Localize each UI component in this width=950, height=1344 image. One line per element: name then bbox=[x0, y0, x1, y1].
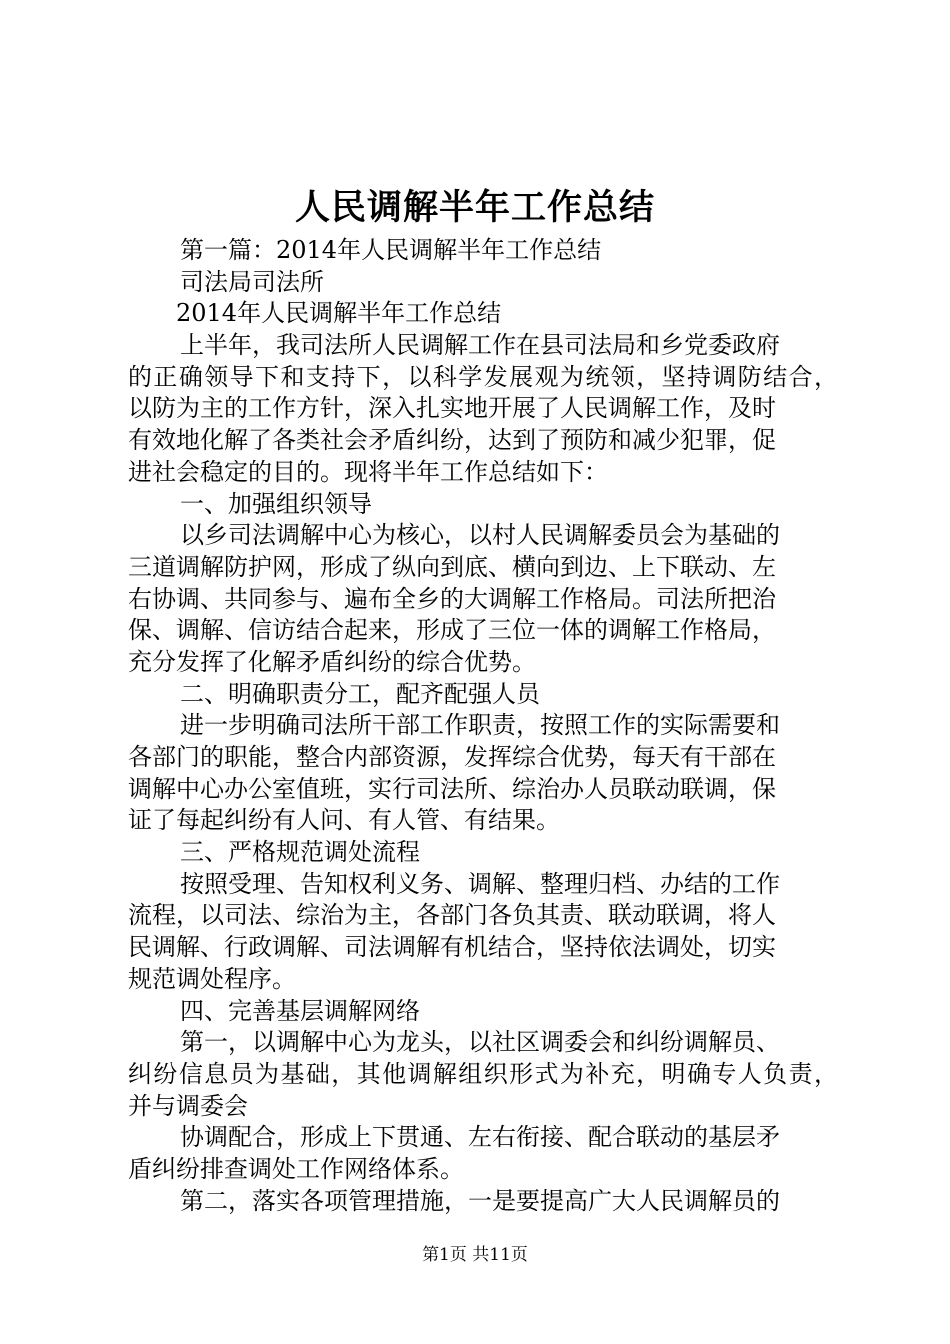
text-line: 纠纷信息员为基础，其他调解组织形式为补充，明确专人负责， bbox=[128, 1059, 838, 1088]
text-line: 流程，以司法、综治为主，各部门各负其责、联动联调，将人 bbox=[128, 901, 776, 930]
page-footer: 第1页 共11页 bbox=[422, 1245, 528, 1265]
text-line: 一、加强组织领导 bbox=[180, 489, 372, 518]
text-line: 并与调委会 bbox=[128, 1091, 248, 1120]
text-line: 充分发挥了化解矛盾纠纷的综合优势。 bbox=[128, 647, 536, 676]
text-line: 三道调解防护网，形成了纵向到底、横向到边、上下联动、左 bbox=[128, 552, 776, 581]
text-line: 三、严格规范调处流程 bbox=[180, 838, 420, 867]
text-line: 以防为主的工作方针，深入扎实地开展了人民调解工作，及时 bbox=[128, 394, 776, 423]
text-line: 各部门的职能，整合内部资源，发挥综合优势，每天有干部在 bbox=[128, 743, 776, 771]
text-line: 按照受理、告知权利义务、调解、整理归档、办结的工作 bbox=[180, 869, 780, 898]
text-line: 右协调、共同参与、遍布全乡的大调解工作格局。司法所把治 bbox=[128, 584, 776, 613]
text-line: 四、完善基层调解网络 bbox=[180, 996, 420, 1025]
text-line: 2014年人民调解半年工作总结 bbox=[176, 299, 502, 328]
text-line: 民调解、行政调解、司法调解有机结合，坚持依法调处，切实 bbox=[128, 933, 776, 962]
text-line: 以乡司法调解中心为核心，以村人民调解委员会为基础的 bbox=[180, 521, 780, 550]
text-line: 盾纠纷排查调处工作网络体系。 bbox=[128, 1154, 464, 1183]
text-line: 协调配合，形成上下贯通、左右衔接、配合联动的基层矛 bbox=[180, 1123, 780, 1152]
text-line: 第一篇：2014年人民调解半年工作总结 bbox=[180, 236, 602, 264]
text-line: 调解中心办公室值班，实行司法所、综治办人员联动联调，保 bbox=[128, 774, 776, 803]
text-line: 证了每起纠纷有人问、有人管、有结果。 bbox=[128, 806, 560, 835]
text-line: 的正确领导下和支持下，以科学发展观为统领，坚持调防结合， bbox=[128, 362, 838, 391]
text-line: 上半年，我司法所人民调解工作在县司法局和乡党委政府 bbox=[180, 331, 780, 360]
text-line: 规范调处程序。 bbox=[128, 964, 296, 993]
text-line: 司法局司法所 bbox=[180, 267, 324, 296]
text-line: 第一，以调解中心为龙头，以社区调委会和纠纷调解员、 bbox=[180, 1028, 780, 1057]
text-line: 进一步明确司法所干部工作职责，按照工作的实际需要和 bbox=[180, 711, 780, 740]
text-line: 保、调解、信访结合起来，形成了三位一体的调解工作格局， bbox=[128, 616, 776, 645]
document-body bbox=[128, 235, 838, 1217]
text-line: 二、明确职责分工，配齐配强人员 bbox=[180, 679, 540, 708]
text-line: 第二，落实各项管理措施，一是要提高广大人民调解员的 bbox=[180, 1186, 780, 1215]
text-line: 进社会稳定的目的。现将半年工作总结如下： bbox=[128, 457, 608, 486]
document-title: 人民调解半年工作总结 bbox=[294, 188, 655, 228]
text-line: 有效地化解了各类社会矛盾纠纷，达到了预防和减少犯罪，促 bbox=[128, 426, 776, 455]
